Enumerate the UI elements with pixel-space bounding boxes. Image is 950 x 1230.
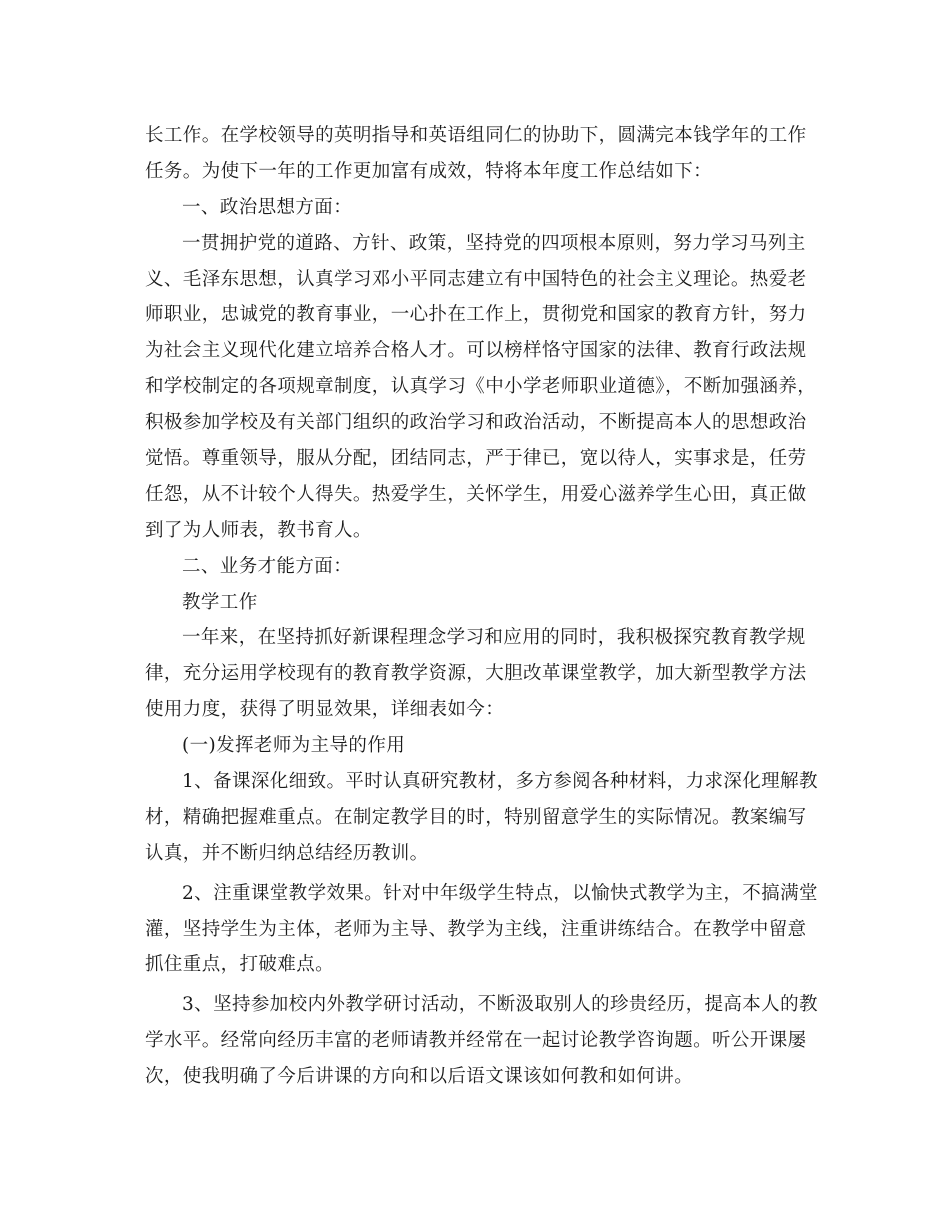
list-item-3: 3、坚持参加校内外教学研讨活动，不断汲取别人的珍贵经历，提高本人的教 bbox=[182, 994, 818, 1016]
body-line: 长工作。在学校领导的英明指导和英语组同仁的协助下，圆满完本钱学年的工作 bbox=[145, 125, 807, 146]
body-line: 律，充分运用学校现有的教育教学资源，大胆改革课堂教学，加大新型教学方法 bbox=[145, 663, 807, 685]
body-line: 任怨，从不计较个人得失。热爱学生，关怀学生，用爱心滋养学生心田，真正做 bbox=[145, 483, 807, 505]
body-line: 材，精确把握难重点。在制定教学目的时，特别留意学生的实际情况。教案编写 bbox=[145, 806, 807, 828]
body-line: 次，使我明确了今后讲课的方向和以后语文课该如何教和如何讲。 bbox=[145, 1066, 694, 1088]
body-line: 学水平。经常向经历丰富的老师请教并经常在一起讨论教学咨询题。听公开课屡 bbox=[145, 1030, 807, 1052]
list-item-2: 2、注重课堂教学效果。针对中年级学生特点，以愉快式教学为主，不搞满堂 bbox=[182, 882, 818, 904]
body-line: 任务。为使下一年的工作更加富有成效，特将本年度工作总结如下： bbox=[145, 160, 713, 182]
section-heading-skills: 二、业务才能方面： bbox=[182, 555, 353, 577]
body-line: 师职业，忠诚党的教育事业，一心扑在工作上，贯彻党和国家的教育方针，努力 bbox=[145, 304, 807, 326]
body-line: 灌，坚持学生为主体，老师为主导、教学为主线，注重讲练结合。在教学中留意 bbox=[145, 918, 807, 940]
body-line: 使用力度，获得了明显效果，详细表如今： bbox=[145, 699, 505, 721]
list-item-1: 1、备课深化细致。平时认真研究教材，多方参阅各种材料，力求深化理解教 bbox=[182, 771, 818, 793]
subsection-heading-teaching: 教学工作 bbox=[182, 591, 258, 613]
body-line: 为社会主义现代化建立培养合格人才。可以榜样恪守国家的法律、教育行政法规 bbox=[145, 340, 807, 362]
body-line: 一年来，在坚持抓好新课程理念学习和应用的同时，我积极探究教育教学规 bbox=[182, 627, 806, 649]
document-body bbox=[145, 118, 818, 1095]
body-line: 义、毛泽东思想，认真学习邓小平同志建立有中国特色的社会主义理论。热爱老 bbox=[145, 268, 807, 290]
body-line: 抓住重点，打破难点。 bbox=[145, 954, 335, 976]
section-heading-politics: 一、政治思想方面： bbox=[182, 196, 353, 218]
body-line: 认真，并不断归纳总结经历教训。 bbox=[145, 842, 429, 864]
body-line: 和学校制定的各项规章制度，认真学习《中小学老师职业道德》，不断加强涵养， bbox=[145, 376, 817, 398]
body-line: 到了为人师表，教书育人。 bbox=[145, 519, 372, 541]
subsection-heading-teacher-role: (一)发挥老师为主导的作用 bbox=[182, 735, 406, 757]
body-line: 一贯拥护党的道路、方针、政策，坚持党的四项根本原则，努力学习马列主 bbox=[182, 232, 806, 254]
body-line: 觉悟。尊重领导，服从分配，团结同志，严于律已，宽以待人，实事求是，任劳 bbox=[145, 448, 807, 470]
body-line: 积极参加学校及有关部门组织的政治学习和政治活动，不断提高本人的思想政治 bbox=[145, 412, 807, 434]
